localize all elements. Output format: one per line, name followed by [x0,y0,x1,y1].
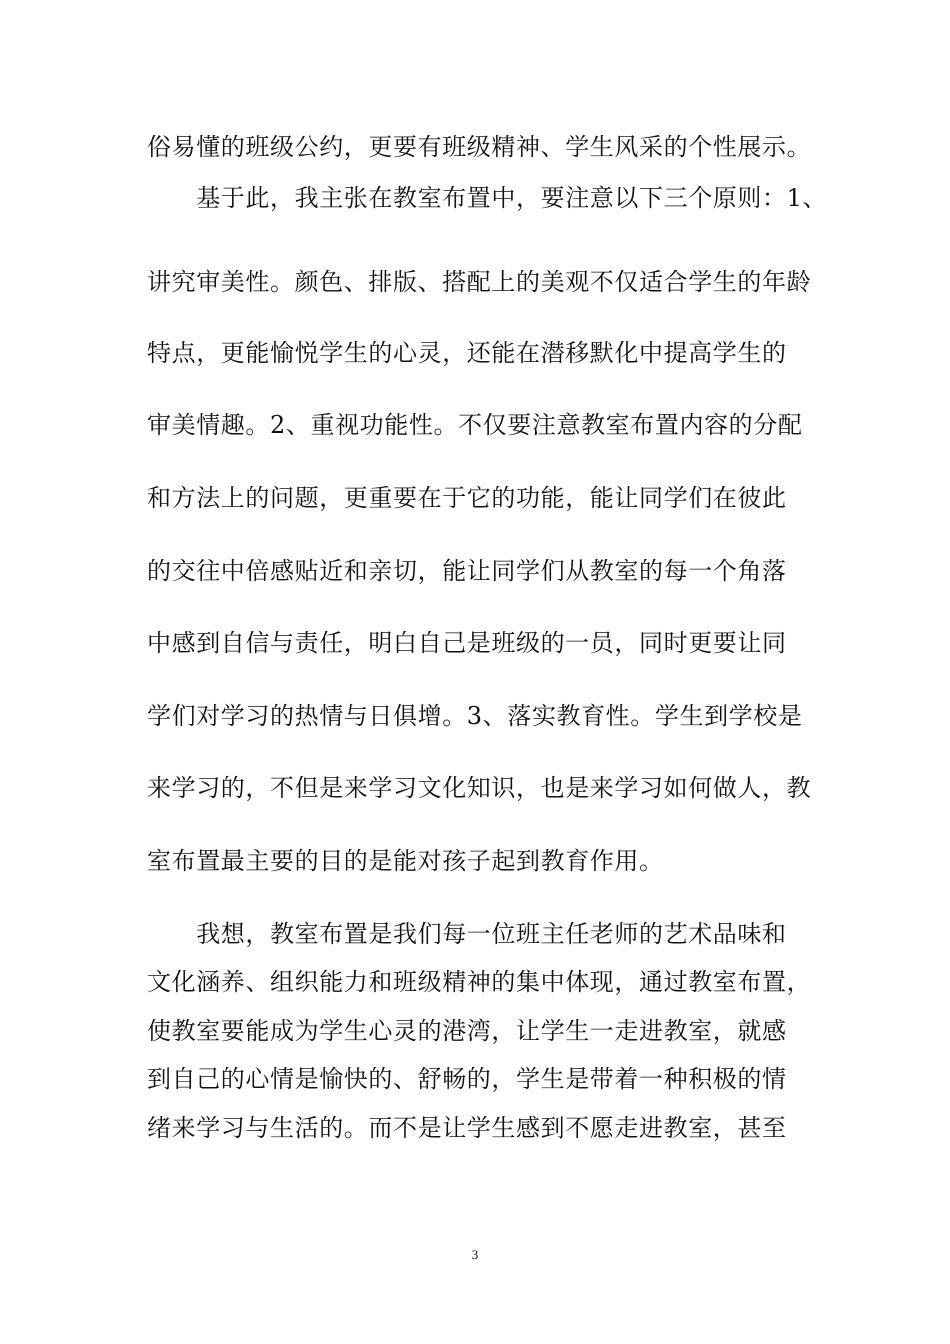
page-number: 3 [471,1247,479,1262]
text-line: 绪来学习与生活的。而不是让学生感到不愿走进教室，甚至 [147,1114,787,1142]
text-line: 审美情趣。2、重视功能性。不仅要注意教室布置内容的分配 [147,411,803,439]
text-line: 的交往中倍感贴近和亲切，能让同学们从教室的每一个角落 [147,557,787,585]
text-line: 学们对学习的热情与日俱增。3、落实教育性。学生到学校是 [147,702,803,730]
text-line: 我想，教室布置是我们每一位班主任老师的艺术品味和 [147,920,787,948]
text-line: 文化涵养、组织能力和班级精神的集中体现，通过教室布置， [147,968,812,996]
text-line: 室布置最主要的目的是能对孩子起到教育作用。 [147,847,664,875]
text-line: 讲究审美性。颜色、排版、搭配上的美观不仅适合学生的年龄 [147,268,812,296]
text-line: 来学习的，不但是来学习文化知识，也是来学习如何做人，教 [147,774,812,802]
text-line: 基于此，我主张在教室布置中，要注意以下三个原则：1、 [147,184,828,212]
text-line: 到自己的心情是愉快的、舒畅的，学生是带着一种积极的情 [147,1065,787,1093]
text-line: 使教室要能成为学生心灵的港湾，让学生一走进教室，就感 [147,1017,787,1045]
text-line: 俗易懂的班级公约，更要有班级精神、学生风采的个性展示。 [147,133,812,161]
text-line: 中感到自信与责任，明白自己是班级的一员，同时更要让同 [147,629,787,657]
text-line: 特点，更能愉悦学生的心灵，还能在潜移默化中提高学生的 [147,339,787,367]
text-line: 和方法上的问题，更重要在于它的功能，能让同学们在彼此 [147,484,787,512]
